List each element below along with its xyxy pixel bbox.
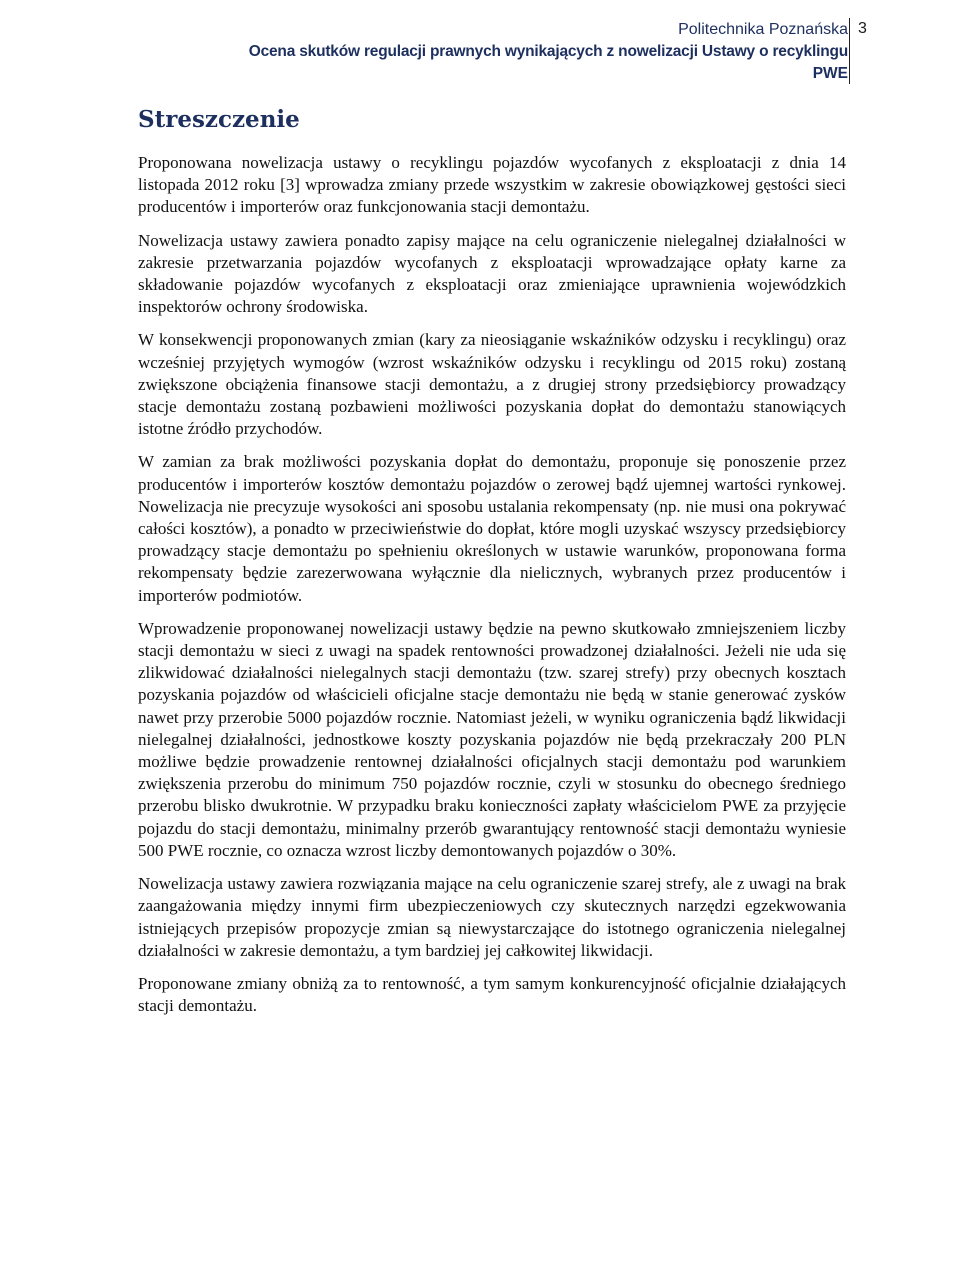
page-header [249,18,848,85]
paragraph-5: Wprowadzenie proponowanej nowelizacji ustawy będzie na pewno skutkowało zmniejszeniem liczby stacji demontażu w sieci z uwagi na spadek rentowności prowadzonej działalności. Jeżeli nie uda się zlikwidować działalności nielegalnych stacji demontażu (tzw. szarej strefy) przy obecnych kosztach pozyskania pojazdów od właścicieli oficjalne stacje demontażu nie będą w stanie generować zysków nawet przy przerobie 5000 pojazdów rocznie. Natomiast jeżeli, w wyniku ograniczenia bądź likwidacji nielegalnej działalności, jednostkowe koszty pozyskania pojazdów nie będą przekraczały 200 PLN możliwe będzie prowadzenie rentownej działalności oficjalnych stacji demontażu pod warunkiem zwiększenia przerobu do minimum 750 pojazdów rocznie, czyli w stosunku do obecnego średniego przerobu blisko dwukrotnie. W przypadku braku konieczności zapłaty właścicielom PWE za przyjęcie pojazdu do stacji demontażu, minimalny przerób gwarantujący rentowność stacji demontażu wyniesie 500 PWE rocznie, co oznacza wzrost liczby demontowanych pojazdów o 30%. [138,618,846,860]
paragraph-6: Nowelizacja ustawy zawiera rozwiązania mające na celu ograniczenie szarej strefy, ale z uwagi na brak zaangażowania między innymi firm ubezpieczeniowych czy skutecznych narzędzi egzekwowania istniejących przepisów propozycje zmian są niewystarczające do istotnego ograniczenia nielegalnej działalności w zakresie demontażu, a tym bardziej jej całkowitej likwidacji. [138,874,846,960]
paragraph-1: Proponowana nowelizacja ustawy o recyklingu pojazdów wycofanych z eksploatacji z dnia 14 listopada 2012 roku [3] wprowadza zmiany przede wszystkim w zakresie obowiązkowej gęstości sieci producentów i importerów oraz funkcjonowania stacji demontażu. [138,153,846,217]
header-title-continuation: PWE [812,65,848,82]
paragraph-4: W zamian za brak możliwości pozyskania dopłat do demontażu, proponuje się ponoszenie przez producentów i importerów kosztów demontażu pojazdów o zerowej bądź ujemnej wartości rynkowej. Nowelizacja nie precyzuje wysokości ani sposobu ustalania rekompensaty (np. nie musi ona pokrywać całości kosztów), a ponadto w przeciwieństwie do dopłat, które mogli uzyskać wszyscy przedsiębiorcy prowadzący stacje demontażu po spełnieniu określonych w ustawie warunków, proponowana forma rekompensaty będzie zarezerwowana wyłącznie dla nielicznych, wybranych przez producentów i importerów podmiotów. [138,452,846,605]
section-heading: Streszczenie [138,106,300,133]
section-body [138,152,846,1028]
paragraph-3: W konsekwencji proponowanych zmian (kary za nieosiąganie wskaźników odzysku i recyklingu) oraz wcześniej przyjętych wymogów (wzrost wskaźników odzysku i recyklingu od 2015 roku) zostaną zwiększone obciążenia finansowe stacji demontażu, a z drugiej strony przedsiębiorcy prowadzący stacje demontażu zostaną pozbawieni możliwości pozyskania dopłat do demontażu stanowiących istotne źródło przychodów. [138,330,846,439]
paragraph-7: Proponowane zmiany obniżą za to rentowność, a tym samym konkurencyjność oficjalnie działających stacji demontażu. [138,973,846,1016]
page-number: 3 [858,20,867,37]
header-title: Ocena skutków regulacji prawnych wynikających z nowelizacji Ustawy o recyklingu [248,43,848,60]
paragraph-2: Nowelizacja ustawy zawiera ponadto zapisy mające na celu ograniczenie nielegalnej działalności w zakresie przetwarzania pojazdów wycofanych z eksploatacji wprowadzające opłaty karne za składowanie pojazdów wycofanych z eksploatacji oraz zmieniające uprawnienia wojewódzkich inspektorów ochrony środowiska. [138,230,846,317]
header-divider [849,18,850,84]
header-institution: Politechnika Poznańska [678,21,848,38]
